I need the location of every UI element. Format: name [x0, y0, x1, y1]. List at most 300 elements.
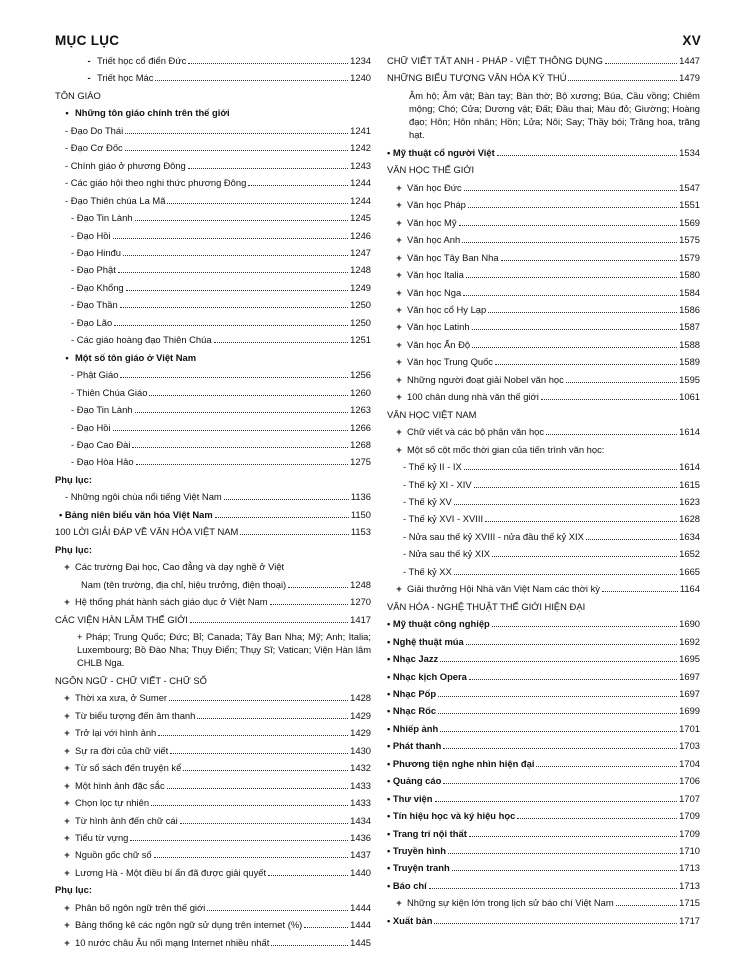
list-marker: +: [396, 391, 402, 403]
toc-entry-title: • Xuất bản: [387, 914, 433, 926]
toc-entry-title: 100 LỜI GIẢI ĐÁP VỀ VĂN HÓA VIỆT NAM: [55, 526, 239, 538]
toc-entry[interactable]: [387, 668, 700, 685]
list-marker: +: [64, 744, 70, 756]
toc-entry-title: Nguồn gốc chữ số: [75, 849, 152, 861]
toc-page-number: 1268: [350, 438, 371, 450]
dot-leader: [170, 753, 348, 754]
toc-left-column: [55, 52, 371, 951]
toc-entry[interactable]: [55, 846, 371, 863]
toc-entry[interactable]: [55, 593, 371, 610]
toc-entry-title: - Đạo Lão: [71, 316, 113, 328]
toc-entry[interactable]: [387, 545, 700, 562]
toc-page-number: 1569: [679, 216, 700, 228]
toc-entry-title: - Thế kỷ II - IX: [403, 461, 462, 473]
dot-leader: [120, 307, 348, 308]
toc-page-number: 1595: [679, 373, 700, 385]
dot-leader: [130, 840, 348, 841]
subsection-label: Phụ lục:: [55, 543, 92, 555]
toc-entry[interactable]: [55, 864, 371, 881]
list-marker: +: [396, 199, 402, 211]
toc-entry-title: Tiểu từ vựng: [75, 832, 129, 844]
toc-entry[interactable]: [387, 144, 700, 161]
subsection-label: Phụ lục:: [55, 473, 92, 485]
list-marker: +: [396, 269, 402, 281]
dot-leader: [214, 342, 349, 343]
toc-entry[interactable]: [55, 227, 371, 244]
dot-leader: [463, 295, 677, 296]
toc-entry-title: Những người đoạt giải Nobel văn học: [407, 373, 564, 385]
toc-entry-title: - Các giáo hội theo nghi thức phương Đông: [65, 177, 247, 189]
toc-entry[interactable]: [387, 266, 700, 283]
toc-entry-title: - Đạo Do Thái: [65, 124, 124, 136]
toc-entry[interactable]: [387, 737, 700, 754]
toc-entry[interactable]: [387, 284, 700, 301]
dot-leader: [270, 604, 349, 605]
toc-page-number: 1234: [350, 55, 371, 66]
dot-leader: [429, 888, 677, 889]
dot-leader: [120, 377, 348, 378]
toc-entry-title: - Chính giáo ở phương Đông: [65, 159, 186, 171]
toc-page-number: 1429: [350, 727, 371, 739]
toc-page-number: 1713: [679, 862, 700, 874]
toc-page-number: 1614: [679, 426, 700, 438]
toc-entry[interactable]: [387, 458, 700, 475]
toc-entry[interactable]: [55, 576, 371, 593]
dot-leader: [466, 644, 677, 645]
list-marker: +: [64, 814, 70, 826]
dot-leader: [440, 661, 677, 662]
toc-entry[interactable]: [55, 829, 371, 846]
list-marker: +: [396, 897, 402, 909]
toc-page-number: 1248: [350, 578, 371, 590]
list-marker: +: [396, 216, 402, 228]
toc-entry-title: - Thế kỷ XV: [403, 495, 452, 507]
dot-leader: [135, 412, 349, 413]
toc-entry-title: Triết học cổ điển Đức: [97, 55, 187, 66]
toc-page-number: 1275: [350, 456, 371, 468]
subsection-heading: [55, 541, 371, 558]
toc-entry-title: Từ sổ sách đến truyện kể: [75, 762, 182, 774]
toc-entry[interactable]: [55, 174, 371, 191]
bullet-marker: •: [65, 107, 69, 119]
list-marker: +: [396, 286, 402, 298]
dot-leader: [474, 487, 678, 488]
list-marker: +: [396, 373, 402, 385]
toc-page-number: 1249: [350, 281, 371, 293]
toc-page-number: 1707: [679, 792, 700, 804]
dot-leader: [568, 80, 677, 81]
toc-page-number: 1434: [350, 814, 371, 826]
subsection-label: Những tôn giáo chính trên thế giới: [75, 107, 230, 119]
toc-entry[interactable]: [55, 314, 371, 331]
toc-entry-title: • Nghệ thuật múa: [387, 635, 464, 647]
toc-entry[interactable]: [55, 759, 371, 776]
dot-leader: [135, 220, 349, 221]
dot-leader: [126, 290, 349, 291]
toc-entry-title: - Thế kỷ XX: [403, 565, 452, 577]
toc-entry[interactable]: [55, 279, 371, 296]
dot-leader: [492, 626, 677, 627]
toc-page-number: 1652: [679, 548, 700, 560]
dot-leader: [188, 63, 348, 64]
toc-entry[interactable]: [55, 899, 371, 916]
toc-page-number: 1697: [679, 670, 700, 682]
toc-page-number: 1428: [350, 692, 371, 704]
dot-leader: [440, 731, 677, 732]
toc-page-number: 1240: [350, 72, 371, 84]
section-heading: NGÔN NGỮ - CHỮ VIẾT - CHỮ SỐ: [55, 674, 207, 686]
toc-entry[interactable]: [55, 506, 371, 523]
toc-entry-title: - Thế kỷ XVI - XVIII: [403, 513, 484, 525]
dot-leader: [155, 80, 348, 81]
toc-page-number: 1703: [679, 740, 700, 752]
toc-entry[interactable]: [387, 702, 700, 719]
toc-page-number: 1589: [679, 356, 700, 368]
list-marker: +: [396, 321, 402, 333]
dot-leader: [602, 591, 678, 592]
toc-entry[interactable]: [387, 912, 700, 929]
toc-entry[interactable]: [55, 689, 371, 706]
toc-entry[interactable]: [55, 724, 371, 741]
dot-leader: [167, 203, 348, 204]
toc-entry[interactable]: [55, 139, 371, 156]
toc-page-number: 1534: [679, 146, 700, 158]
toc-entry[interactable]: [387, 615, 700, 632]
dot-leader: [125, 133, 348, 134]
toc-page-number: 1586: [679, 303, 700, 315]
toc-entry[interactable]: [387, 563, 700, 580]
toc-entry-title: - Phật Giáo: [71, 369, 119, 381]
dot-leader: [113, 430, 349, 431]
toc-entry[interactable]: [387, 476, 700, 493]
dot-leader: [304, 927, 348, 928]
dot-leader: [443, 783, 677, 784]
dot-leader: [118, 272, 348, 273]
toc-page-number: 1713: [679, 879, 700, 891]
toc-page-number: 1690: [679, 618, 700, 630]
toc-page-number: 1444: [350, 919, 371, 931]
toc-page-number: 1584: [679, 286, 700, 298]
toc-entry[interactable]: [387, 52, 700, 69]
toc-entry[interactable]: [387, 493, 700, 510]
page-header-title: MỤC LỤC: [55, 33, 120, 48]
list-marker: +: [64, 936, 70, 948]
toc-entry-title: Văn học Nga: [407, 286, 462, 298]
toc-entry-title: Lương Hà - Một điều bí ẩn đã được giải quyết: [75, 866, 267, 878]
subsection-heading: [55, 881, 371, 898]
toc-entry[interactable]: [387, 650, 700, 667]
toc-page-number: 1614: [679, 461, 700, 473]
toc-entry[interactable]: [55, 157, 371, 174]
toc-entry[interactable]: [55, 401, 371, 418]
toc-entry-title: • Nhạc Pốp: [387, 687, 437, 699]
toc-entry-title: Những sự kiện lớn trong lịch sử báo chí Việt Nam: [407, 897, 614, 909]
toc-entry[interactable]: [387, 720, 700, 737]
dot-leader: [151, 805, 348, 806]
toc-entry[interactable]: [55, 52, 371, 69]
dot-leader: [149, 395, 348, 396]
dot-leader: [154, 857, 349, 858]
dot-leader: [469, 679, 677, 680]
toc-entry[interactable]: [387, 441, 700, 458]
dot-leader: [268, 875, 348, 876]
toc-entry[interactable]: [387, 859, 700, 876]
toc-entry-title: - Đạo Tin Lành: [71, 212, 133, 224]
toc-entry[interactable]: [387, 179, 700, 196]
toc-entry-title: • Nhạc Rốc: [387, 705, 437, 717]
list-marker: +: [396, 181, 402, 193]
toc-entry-title: - Nửa sau thế kỷ XIX: [403, 548, 491, 560]
toc-entry[interactable]: [55, 69, 371, 86]
toc-page-number: 1436: [350, 832, 371, 844]
toc-page-number: 1430: [350, 744, 371, 756]
dot-leader: [485, 521, 677, 522]
toc-entry-title: • Nhạc Jazz: [387, 653, 439, 665]
dot-leader: [464, 190, 677, 191]
list-marker: +: [64, 709, 70, 721]
toc-entry[interactable]: [387, 894, 700, 911]
toc-entry[interactable]: [387, 633, 700, 650]
toc-entry-title: 10 nước châu Âu nối mạng Internet nhiều nhất: [75, 936, 270, 948]
dot-leader: [114, 325, 348, 326]
dot-leader: [248, 185, 348, 186]
toc-entry[interactable]: [55, 707, 371, 724]
dot-leader: [546, 434, 677, 435]
toc-entry-title: • Nhiếp ảnh: [387, 722, 439, 734]
toc-entry[interactable]: [55, 209, 371, 226]
toc-entry-title: - Thiên Chúa Giáo: [71, 386, 148, 398]
list-marker: +: [396, 356, 402, 368]
toc-entry[interactable]: [387, 685, 700, 702]
toc-entry[interactable]: [55, 777, 371, 794]
toc-entry[interactable]: [387, 371, 700, 388]
toc-entry-title: Các trường Đại học, Cao đẳng và dạy nghề ở Việt: [75, 561, 285, 573]
toc-page-number: 1247: [350, 246, 371, 258]
list-marker: +: [64, 692, 70, 704]
toc-page-number: 1665: [679, 565, 700, 577]
dot-leader: [180, 823, 348, 824]
toc-page-number: 1634: [679, 530, 700, 542]
list-marker: +: [64, 901, 70, 913]
toc-entry-title: Văn học Italia: [407, 269, 464, 281]
toc-entry[interactable]: [55, 453, 371, 470]
dot-leader: [271, 945, 348, 946]
dot-leader: [488, 312, 677, 313]
toc-entry[interactable]: [55, 558, 371, 575]
toc-page-number: 1715: [679, 897, 700, 909]
toc-entry-title: Triết học Mác: [97, 72, 154, 84]
toc-entry[interactable]: [387, 336, 700, 353]
toc-entry[interactable]: [387, 196, 700, 213]
toc-entry-title: Giải thưởng Hội Nhà văn Việt Nam các thời kỳ: [407, 583, 600, 595]
toc-entry-title: - Thế kỷ XI - XIV: [403, 478, 472, 490]
toc-entry[interactable]: [55, 244, 371, 261]
toc-entry-title: Văn học cổ Hy Lạp: [407, 303, 487, 315]
toc-entry-title: • Nhạc kịch Opera: [387, 670, 467, 682]
toc-page-number: 1615: [679, 478, 700, 490]
dot-leader: [501, 260, 678, 261]
dot-leader: [158, 735, 348, 736]
toc-entry[interactable]: [55, 934, 371, 951]
toc-page-number: 1695: [679, 653, 700, 665]
dot-leader: [132, 447, 348, 448]
toc-entry[interactable]: [55, 296, 371, 313]
toc-entry-title: • Phương tiện nghe nhìn hiện đại: [387, 757, 535, 769]
toc-page-number: 1433: [350, 779, 371, 791]
list-marker: +: [64, 596, 70, 608]
toc-page-number: 1250: [350, 299, 371, 311]
toc-page-number: 1709: [679, 810, 700, 822]
dot-leader: [113, 238, 349, 239]
toc-page-number: 1150: [350, 508, 371, 520]
toc-entry[interactable]: [387, 528, 700, 545]
section-heading: TÔN GIÁO: [55, 89, 101, 101]
toc-entry-title: Thời xa xưa, ở Sumer: [75, 692, 168, 704]
toc-page-number: 1710: [679, 845, 700, 857]
toc-page-number: 1266: [350, 421, 371, 433]
list-marker: +: [64, 866, 70, 878]
toc-entry[interactable]: [387, 353, 700, 370]
toc-entry[interactable]: [387, 825, 700, 842]
toc-entry[interactable]: [55, 122, 371, 139]
dot-leader: [197, 718, 348, 719]
toc-entry-title: Văn học Mỹ: [407, 216, 457, 228]
toc-entry[interactable]: [55, 192, 371, 209]
toc-entry-title: Phân bố ngôn ngữ trên thế giới: [75, 901, 206, 913]
toc-entry-title: Văn học Pháp: [407, 199, 466, 211]
toc-entry-title: Một số cột mốc thời gian của tiến trình văn học:: [407, 443, 605, 455]
toc-entry[interactable]: [387, 318, 700, 335]
dot-leader: [492, 556, 677, 557]
toc-entry[interactable]: [387, 842, 700, 859]
toc-entry-title: Chữ viết và các bộ phận văn học: [407, 426, 545, 438]
toc-entry-title: • Phát thanh: [387, 740, 442, 752]
list-marker: +: [64, 561, 70, 573]
dot-leader: [466, 277, 677, 278]
toc-entry[interactable]: [387, 877, 700, 894]
toc-page-number: 1588: [679, 338, 700, 350]
toc-entry-title: • Tín hiệu học và ký hiệu học: [387, 810, 516, 822]
toc-entry[interactable]: [55, 742, 371, 759]
toc-entry-title: • Truyền hình: [387, 845, 447, 857]
toc-entry-title: Từ biểu tượng đến âm thanh: [75, 709, 196, 721]
dot-leader: [566, 382, 677, 383]
list-marker: +: [396, 426, 402, 438]
toc-entry[interactable]: [55, 488, 371, 505]
toc-entry-title: - Đạo Cao Đài: [71, 438, 131, 450]
toc-entry[interactable]: [387, 423, 700, 440]
toc-entry[interactable]: [387, 510, 700, 527]
toc-entry[interactable]: [387, 388, 700, 405]
toc-entry-title: Văn học Anh: [407, 234, 461, 246]
toc-page-number: 1479: [679, 72, 700, 84]
list-marker: +: [396, 338, 402, 350]
toc-entry[interactable]: [55, 261, 371, 278]
toc-entry[interactable]: [55, 419, 371, 436]
toc-entry-title: Văn học Tây Ban Nha: [407, 251, 499, 263]
list-marker: +: [396, 583, 402, 595]
toc-entry-title: - Đạo Phật: [71, 264, 116, 276]
toc-page-number: 1243: [350, 159, 371, 171]
dot-leader: [459, 225, 678, 226]
toc-entry[interactable]: [387, 214, 700, 231]
toc-entry[interactable]: [387, 231, 700, 248]
toc-entry[interactable]: [55, 436, 371, 453]
toc-entry[interactable]: [387, 301, 700, 318]
toc-entry[interactable]: [55, 366, 371, 383]
toc-entry-title: - Đạo Tin Lành: [71, 404, 133, 416]
toc-entry[interactable]: [387, 69, 700, 86]
dot-leader: [169, 700, 348, 701]
toc-entry[interactable]: [55, 812, 371, 829]
toc-entry[interactable]: [387, 772, 700, 789]
toc-entry-title: • Bảng niên biểu văn hóa Việt Nam: [59, 508, 213, 520]
toc-entry-title: - Đạo Hồi: [71, 421, 111, 433]
section-heading: VĂN HỌC THẾ GIỚI: [387, 164, 475, 176]
toc-entry[interactable]: [387, 790, 700, 807]
dot-leader: [183, 770, 348, 771]
toc-entry[interactable]: [55, 384, 371, 401]
list-marker: +: [64, 727, 70, 739]
toc-entry[interactable]: [55, 331, 371, 348]
toc-page-number: 1248: [350, 264, 371, 276]
toc-entry[interactable]: [55, 794, 371, 811]
toc-entry-title: - Các giáo hoàng đạo Thiên Chúa: [71, 334, 212, 346]
toc-entry-title: Trở lại với hình ảnh: [75, 727, 157, 739]
dot-leader: [435, 801, 678, 802]
toc-entry[interactable]: [387, 755, 700, 772]
toc-entry-title: • Quảng cáo: [387, 775, 442, 787]
toc-page-number: 1136: [350, 491, 371, 503]
toc-page-number: 1692: [679, 635, 700, 647]
toc-page-number: 1437: [350, 849, 371, 861]
bullet-marker: •: [65, 351, 69, 363]
toc-entry[interactable]: [387, 580, 700, 597]
toc-page-number: 1244: [350, 194, 371, 206]
toc-page-number: 1244: [350, 177, 371, 189]
dot-leader: [517, 818, 677, 819]
toc-entry[interactable]: [387, 249, 700, 266]
toc-page-number: 1164: [679, 583, 700, 595]
toc-entry[interactable]: [55, 523, 371, 540]
toc-page-number: 1417: [350, 613, 371, 625]
subsection-label: Một số tôn giáo ở Việt Nam: [75, 351, 197, 363]
toc-entry-title: NHỮNG BIỂU TƯỢNG VĂN HÓA KỲ THÚ: [387, 72, 567, 84]
dot-leader: [454, 574, 677, 575]
toc-page-number: 1061: [679, 391, 700, 403]
dot-leader: [454, 504, 677, 505]
toc-page-number: 1628: [679, 513, 700, 525]
toc-entry-title: Sự ra đời của chữ viết: [75, 744, 169, 756]
toc-entry-title: CHỮ VIẾT TẮT ANH - PHÁP - VIỆT THÔNG DỤNG: [387, 55, 603, 66]
dot-leader: [497, 155, 677, 156]
toc-page-number: 1580: [679, 269, 700, 281]
toc-right-column: [387, 52, 700, 929]
toc-entry-title: - Đạo Hinđu: [71, 246, 122, 258]
toc-entry[interactable]: [55, 916, 371, 933]
toc-entry-title: • Truyện tranh: [387, 862, 450, 874]
subsection-label: Phụ lục:: [55, 884, 92, 896]
toc-entry-title: Chọn lọc tự nhiên: [75, 797, 150, 809]
dot-leader: [190, 622, 348, 623]
toc-page-number: 1263: [350, 404, 371, 416]
toc-page-number: 1551: [679, 199, 700, 211]
list-marker: +: [64, 762, 70, 774]
toc-entry[interactable]: [387, 807, 700, 824]
toc-entry[interactable]: [55, 611, 371, 628]
dot-leader: [541, 399, 677, 400]
toc-entry-title: - Đạo Khổng: [71, 281, 124, 293]
